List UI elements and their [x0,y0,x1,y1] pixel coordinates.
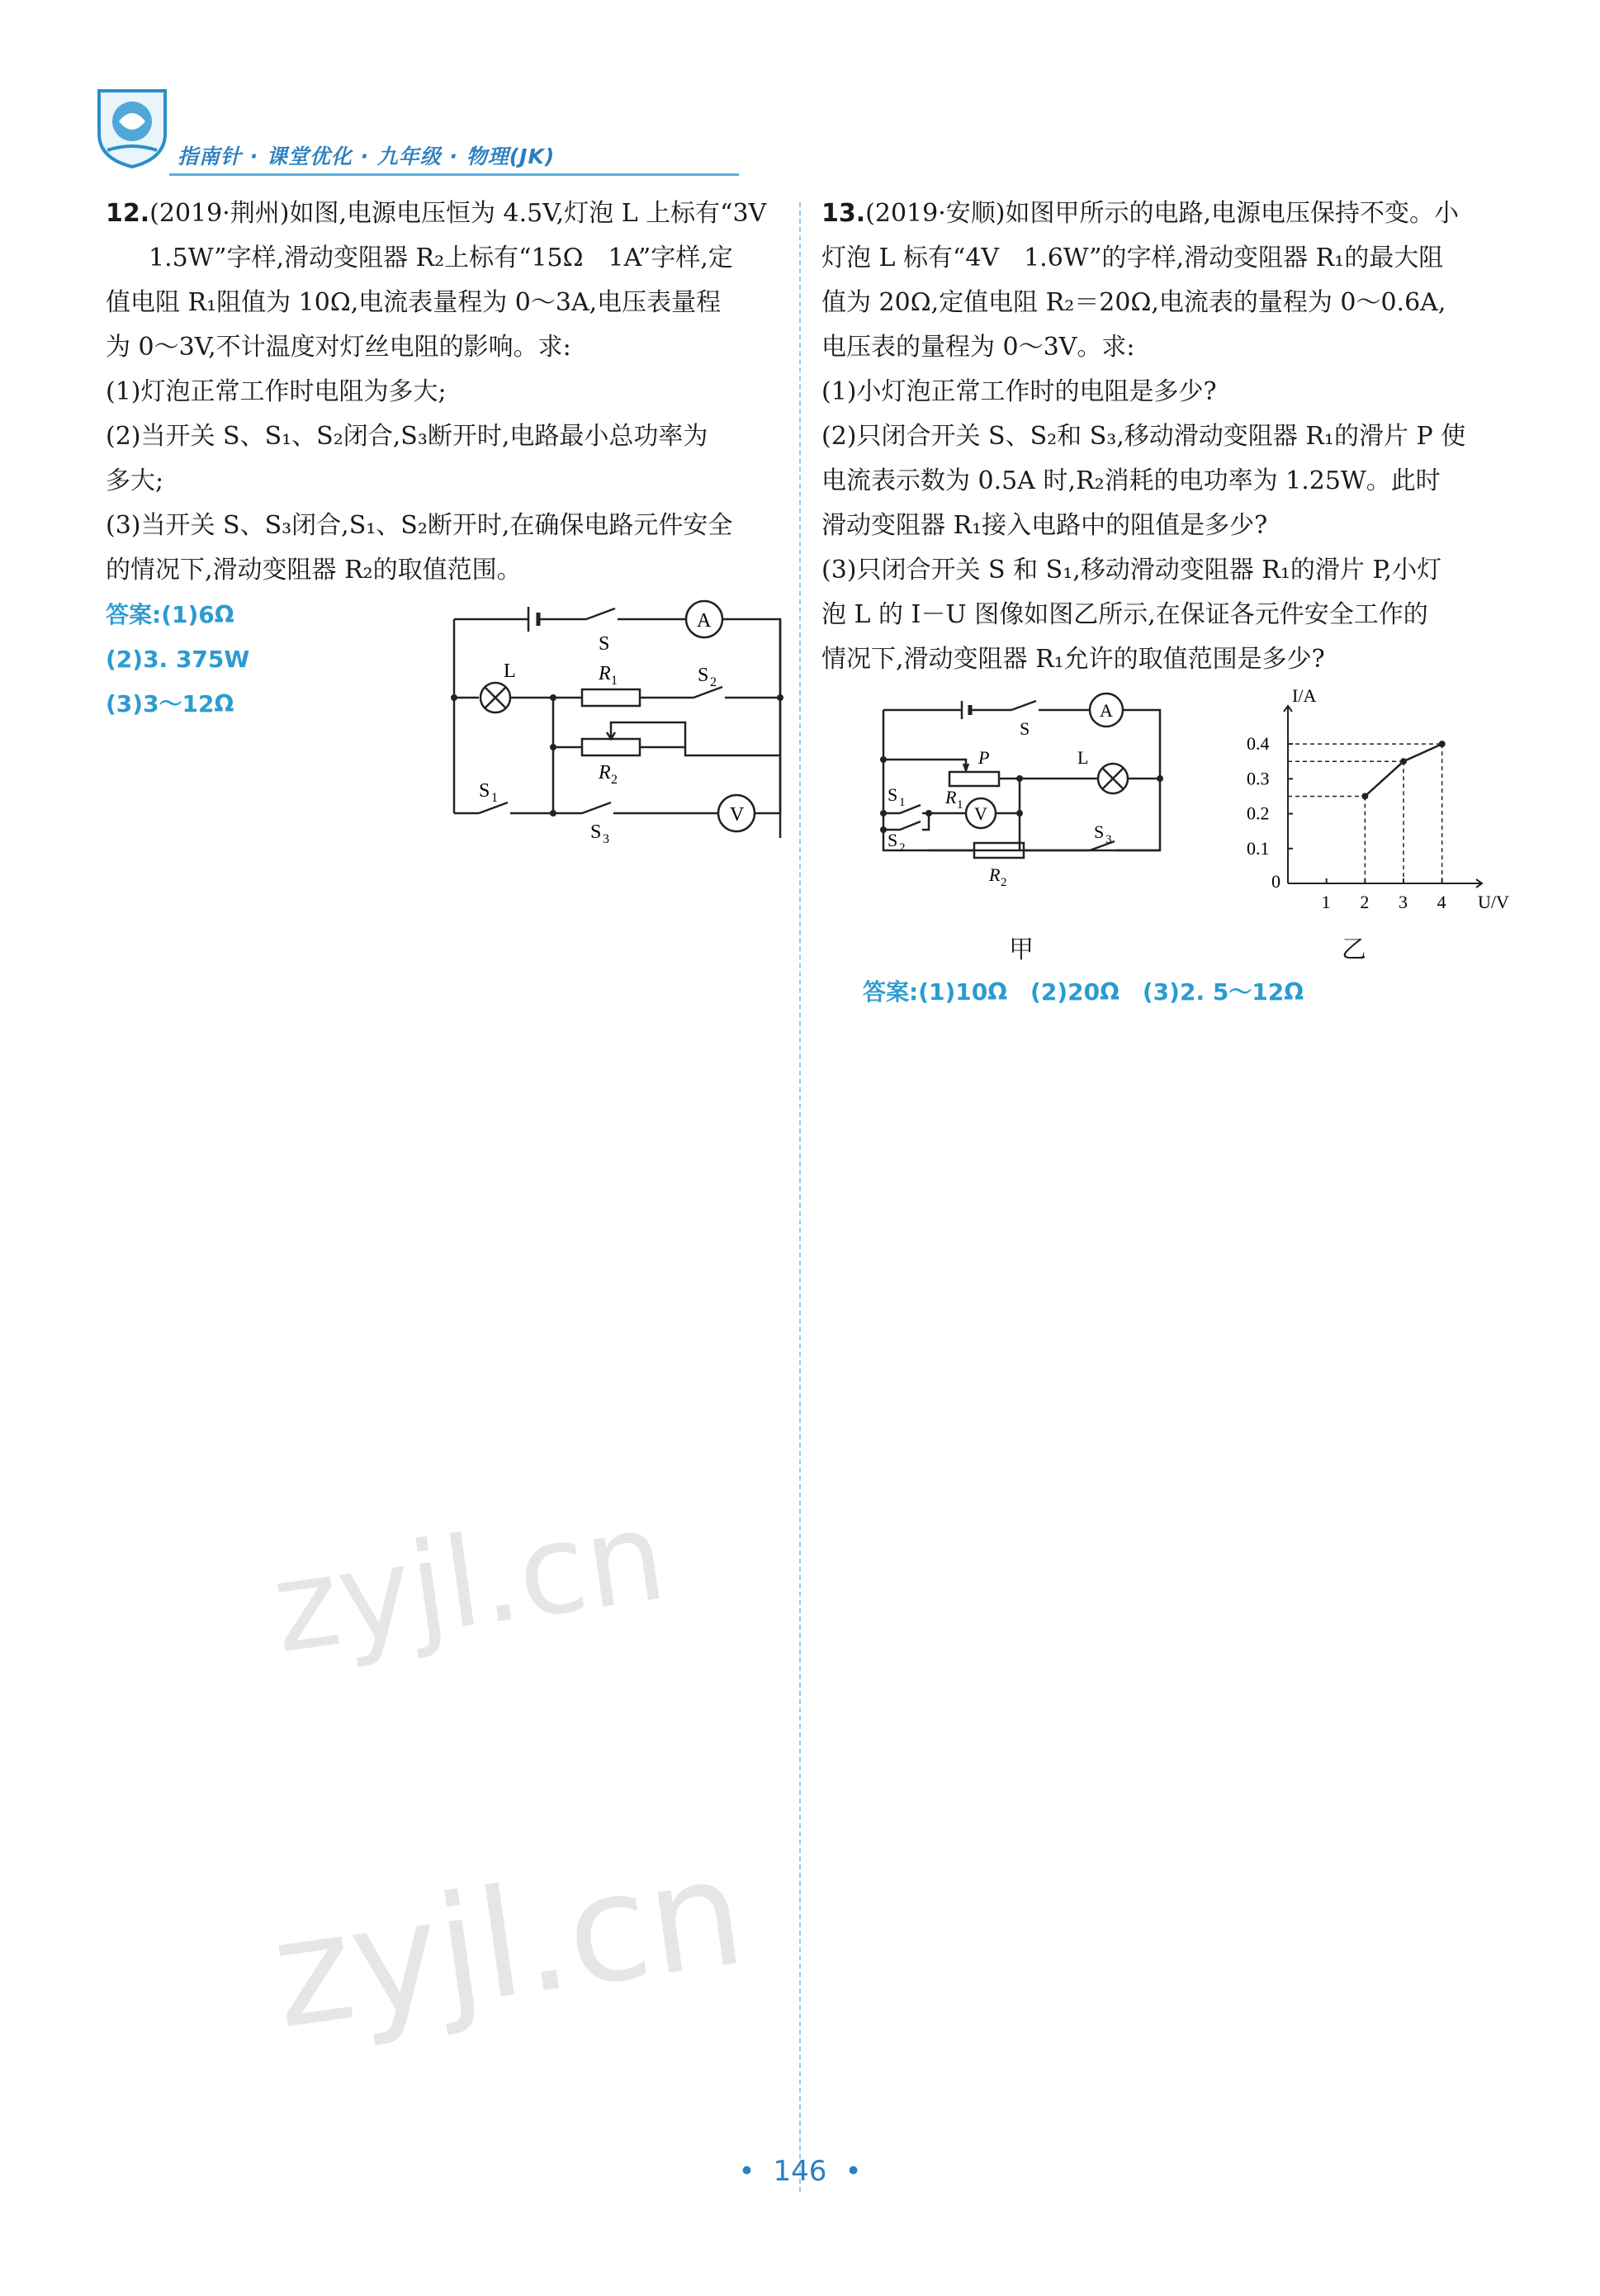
figure-label-jia: 甲 [1009,935,1034,964]
figure-label-yi: 乙 [1342,935,1366,964]
s1-label: S [479,780,490,802]
book-logo-icon [91,84,173,170]
sub-question-3: (3)当开关 S、S₃闭合,S₁、S₂断开时,在确保电路元件安全 [106,511,733,540]
y-tick-label: 0.1 [1247,837,1270,859]
s1-sub: 1 [491,791,498,805]
slider-p-label: P [978,747,990,768]
bullet-icon: • [845,2155,862,2188]
y-axis-label: I/A [1292,685,1317,706]
header-rule [169,173,739,176]
sub-question-1: (1)灯泡正常工作时电阻为多大; [106,377,447,406]
header-title: 指南针 · 课堂优化 · 九年级 · 物理(JK) [178,144,556,168]
answer-1: 答案:(1)6Ω [106,601,234,628]
sub-question-3-cont: 情况下,滑动变阻器 R₁允许的取值范围是多少? [821,645,1325,674]
circuit-diagram-q12 [446,590,793,854]
x-axis-label: U/V [1478,892,1509,912]
r1-sub: 1 [957,798,963,812]
question-number: 12. [106,199,150,228]
ammeter-label: A [697,610,712,632]
iu-graph [1238,685,1509,916]
s1-sub: 1 [899,796,906,809]
sub-question-2: (2)只闭合开关 S、S₂和 S₃,移动滑动变阻器 R₁的滑片 P 使 [821,422,1466,451]
question-stem: (2019·荆州)如图,电源电压恒为 4.5V,灯泡 L 上标有“3V [149,199,767,228]
r2-sub: 2 [611,773,618,787]
sub-question-3-cont: 泡 L 的 I－U 图像如图乙所示,在保证各元件安全工作的 [821,600,1428,629]
ammeter-label: A [1100,700,1113,721]
answer-13: 答案:(1)10Ω (2)20Ω (3)2. 5～12Ω [863,978,1304,1006]
x-tick-label: 4 [1437,892,1446,912]
question-stem-line: 1.5W”字样,滑动变阻器 R₂上标有“15Ω 1A”字样,定 [149,244,733,272]
column-divider [799,202,801,2192]
r1-label: R [599,663,611,684]
voltmeter-label: V [974,803,987,824]
s3-label: S [1094,821,1105,842]
s3-sub: 3 [603,832,609,846]
circuit-diagram-q13 [875,689,1181,921]
s2-label: S [698,665,709,686]
data-point [1439,741,1446,747]
page-number-value: 146 [773,2155,827,2188]
question-stem-line: 值电阻 R₁阻值为 10Ω,电流表量程为 0～3A,电压表量程 [106,288,722,317]
bullet-icon: • [738,2155,755,2188]
question-number: 13. [821,199,866,228]
sub-question-2-cont: 多大; [106,466,164,495]
s2-sub: 2 [710,675,717,689]
y-tick-label: 0.2 [1247,802,1270,824]
page-header [83,76,660,183]
x-tick-label: 3 [1399,892,1408,912]
question-stem-line: 为 0～3V,不计温度对灯丝电阻的影响。求: [106,333,571,362]
x-tick-label: 1 [1321,892,1331,912]
lamp-label: L [1077,747,1089,768]
r2-sub: 2 [1001,876,1007,889]
sub-question-3: (3)只闭合开关 S 和 S₁,移动滑动变阻器 R₁的滑片 P,小灯 [821,556,1442,585]
data-point [1400,758,1407,765]
question-stem: (2019·安顺)如图甲所示的电路,电源电压保持不变。小 [865,199,1459,228]
r1-sub: 1 [611,674,618,688]
x-tick-label: 0 [1271,871,1280,892]
y-tick-label: 0.4 [1247,733,1270,755]
sub-question-1: (1)小灯泡正常工作时的电阻是多少? [821,377,1217,406]
s3-label: S [590,821,602,843]
r2-label: R [599,762,611,783]
voltmeter-label: V [730,804,745,826]
y-tick-label: 0.3 [1247,768,1270,789]
s1-label: S [888,784,898,805]
answer-2: (2)3. 375W [106,646,250,673]
switch-s-label: S [599,633,610,655]
question-13 [821,192,1515,682]
sub-question-3-cont: 的情况下,滑动变阻器 R₂的取值范围。 [106,556,522,585]
r1-label: R [945,787,957,807]
watermark: zyjl.cn [263,1825,755,2062]
lamp-label: L [504,660,516,682]
x-tick-label: 2 [1360,892,1370,912]
switch-s-label: S [1020,718,1030,739]
answer-3: (3)3～12Ω [106,690,234,717]
watermark: zyjl.cn [264,1484,674,1682]
data-point [1361,793,1368,799]
s2-label: S [888,830,898,850]
r2-label: R [989,864,1001,885]
sub-question-2-cont: 电流表示数为 0.5A 时,R₂消耗的电功率为 1.25W。此时 [821,466,1441,495]
sub-question-2: (2)当开关 S、S₁、S₂闭合,S₃断开时,电路最小总功率为 [106,422,708,451]
sub-question-2-cont: 滑动变阻器 R₁接入电路中的阻值是多少? [821,511,1268,540]
page-number [0,2155,1600,2188]
question-stem-line: 值为 20Ω,定值电阻 R₂＝20Ω,电流表的量程为 0～0.6A, [821,288,1446,317]
s3-sub: 3 [1105,833,1112,846]
s2-sub: 2 [899,841,906,854]
question-stem-line: 电压表的量程为 0～3V。求: [821,333,1135,362]
question-stem-line: 灯泡 L 标有“4V 1.6W”的字样,滑动变阻器 R₁的最大阻 [821,244,1444,272]
